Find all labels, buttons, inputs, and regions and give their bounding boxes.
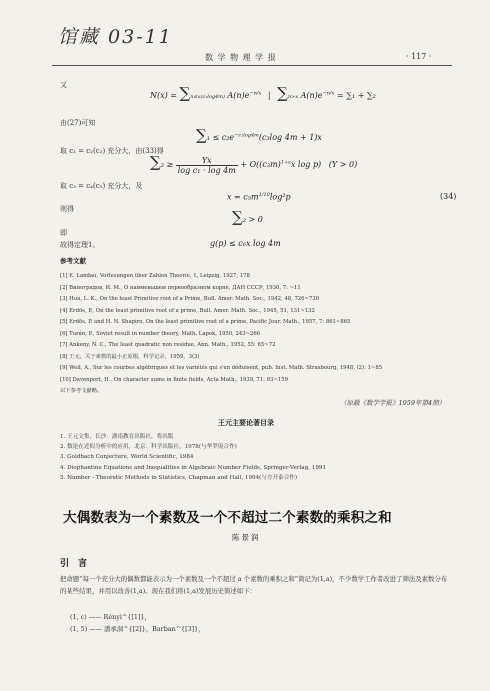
works-item: 5. Number - Theoretic Methods in Statistics, Chapman and Hall, 1994(与方开泰合作) bbox=[60, 474, 298, 481]
page-number: · 117 · bbox=[406, 52, 432, 61]
history-item: (1, 5) —— 潘承洞^{[2]}，Barban^{[3]}， bbox=[70, 625, 205, 633]
reference-item: [1] E. Landau, Vorlesungen über Zahlen Theorie, 1, Leipzig, 1927, 178 bbox=[60, 273, 250, 279]
reference-item: [6] Turán, P., Soviet result in number theory, Math. Lapok, 1950, 243~266 bbox=[60, 330, 261, 337]
conclusion-equation: g(p) ≤ c₆x log 4m bbox=[210, 239, 281, 248]
references-heading: 参考文献 bbox=[60, 257, 86, 265]
text-take-c1: 取 c₁ = c₂(c₃) 充分大，由(33)得 bbox=[60, 147, 164, 155]
history-item: (1, c) —— Rényi^{[1]}， bbox=[70, 613, 151, 621]
intro-heading: 引 言 bbox=[60, 559, 88, 569]
equation-3: ∑₂ ≥ $\frac{Yx}{\text{log c₁ · log 4m}}$ + $O((c_3m)^{1+\varepsilon}x$ log p) (Y > 0) bbox=[150, 153, 358, 175]
reference-item: [8] 王元，关于素数的最小正原根，科学记录，1959，3(3) bbox=[60, 353, 200, 360]
journal-name: 数 学 物 理 学 报 bbox=[205, 53, 277, 62]
text-ji: 即 bbox=[60, 229, 67, 237]
reference-list bbox=[60, 271, 460, 398]
works-list bbox=[60, 432, 460, 483]
reference-item: [7] Ankeny, N. C., The least quadratic non residue, Ann. Math., 1952, 55: 65~72 bbox=[60, 342, 276, 348]
reference-item: [5] Erdös, P. and H. N. Shapiro, On the least primitive root of a prime, Pacific Jour. Math., 1957, 7: 861~865 bbox=[60, 319, 351, 325]
reference-item: 以下参考文献略。 bbox=[60, 388, 103, 394]
text-you: 又 bbox=[60, 81, 67, 89]
reference-item: [10] Davenport, H., On character sums in finite fields, Acta Math., 1939, 71: 93~159 bbox=[60, 376, 288, 383]
text-then: 则得 bbox=[60, 205, 74, 213]
equation-5: ∑₂ > 0 bbox=[232, 208, 263, 226]
text-take-c3: 取 c₃ = c₄(c₅) 充分大，及 bbox=[60, 182, 143, 190]
equation-4: $x = c_5m^{1/10}\log^2p$ bbox=[227, 192, 291, 202]
reference-item: [2] Виноградов, И. М., О наименьшем первообразном корне, ДАН СССР, 1930, 7: ~11 bbox=[60, 284, 301, 291]
text-conclusion: 故得定理1。 bbox=[60, 241, 100, 249]
article-author: 陈景润 bbox=[232, 533, 261, 542]
works-heading: 王元主要论著目录 bbox=[218, 418, 274, 427]
equation-1: N(x) = ∑n≤x(c₁log4m) $A(n)e^{-n/x}$ | ∑n>x $A(n)e^{-n/x} = \sum_1 + \sum_2$ bbox=[150, 84, 376, 102]
equation-4-number: (34) bbox=[440, 192, 457, 201]
intro-paragraph: 把命题“每一个充分大的偶数都能表示为一个素数及一个不超过 a 个素数的乘积之和”简记为(1,a)，不少数学工作者改进了筛法及素数分布的某些结果，并用以改善(1,a)。现在我们将(1,a)发展历史简述如下： bbox=[60, 575, 448, 595]
equation-2: $\sum_1 \le c_2e^{-c_1log4m}(c_3\log$ 4m + 1)x bbox=[196, 126, 322, 144]
works-item: 3. Goldbach Conjecture, World Scientific, 1984 bbox=[60, 454, 194, 461]
text-by27: 由(27)可知 bbox=[60, 119, 96, 127]
works-item: 2. 数论在近似分析中的应用，北京：科学出版社，1978(与华罗庚合作) bbox=[60, 444, 237, 451]
reference-item: [4] Erdös, P., On the least primitive root of a prime, Bull. Amer. Math. Soc., 1945, 51, 131~132 bbox=[60, 307, 315, 314]
reference-item: [3] Hua, L. K., On the least Primitive root of a Prime, Bull. Amer. Math. Soc., 1942, 48, 726~730 bbox=[60, 296, 320, 302]
reprint-note: （原载《数学学报》1959年第4期） bbox=[340, 399, 446, 407]
handwritten-note: 馆藏 03-11 bbox=[58, 26, 173, 48]
header-rule bbox=[52, 65, 452, 66]
works-item: 4. Diophantine Equations and Inequalities in Algebraic Number Fields, Springer-Verlag, 1991 bbox=[60, 464, 327, 471]
article-title: 大偶数表为一个素数及一个不超过二个素数的乘积之和 bbox=[63, 510, 392, 526]
reference-item: [9] Weil, A., Sur les courbes algébriques et les variétés qui s'en déduisent, pub. Inst. Math. Strasbourg, 1948, (2): 1~85 bbox=[60, 365, 383, 371]
works-item: 1. 王元文集，长沙：湖南教育出版社，将出版 bbox=[60, 434, 174, 440]
